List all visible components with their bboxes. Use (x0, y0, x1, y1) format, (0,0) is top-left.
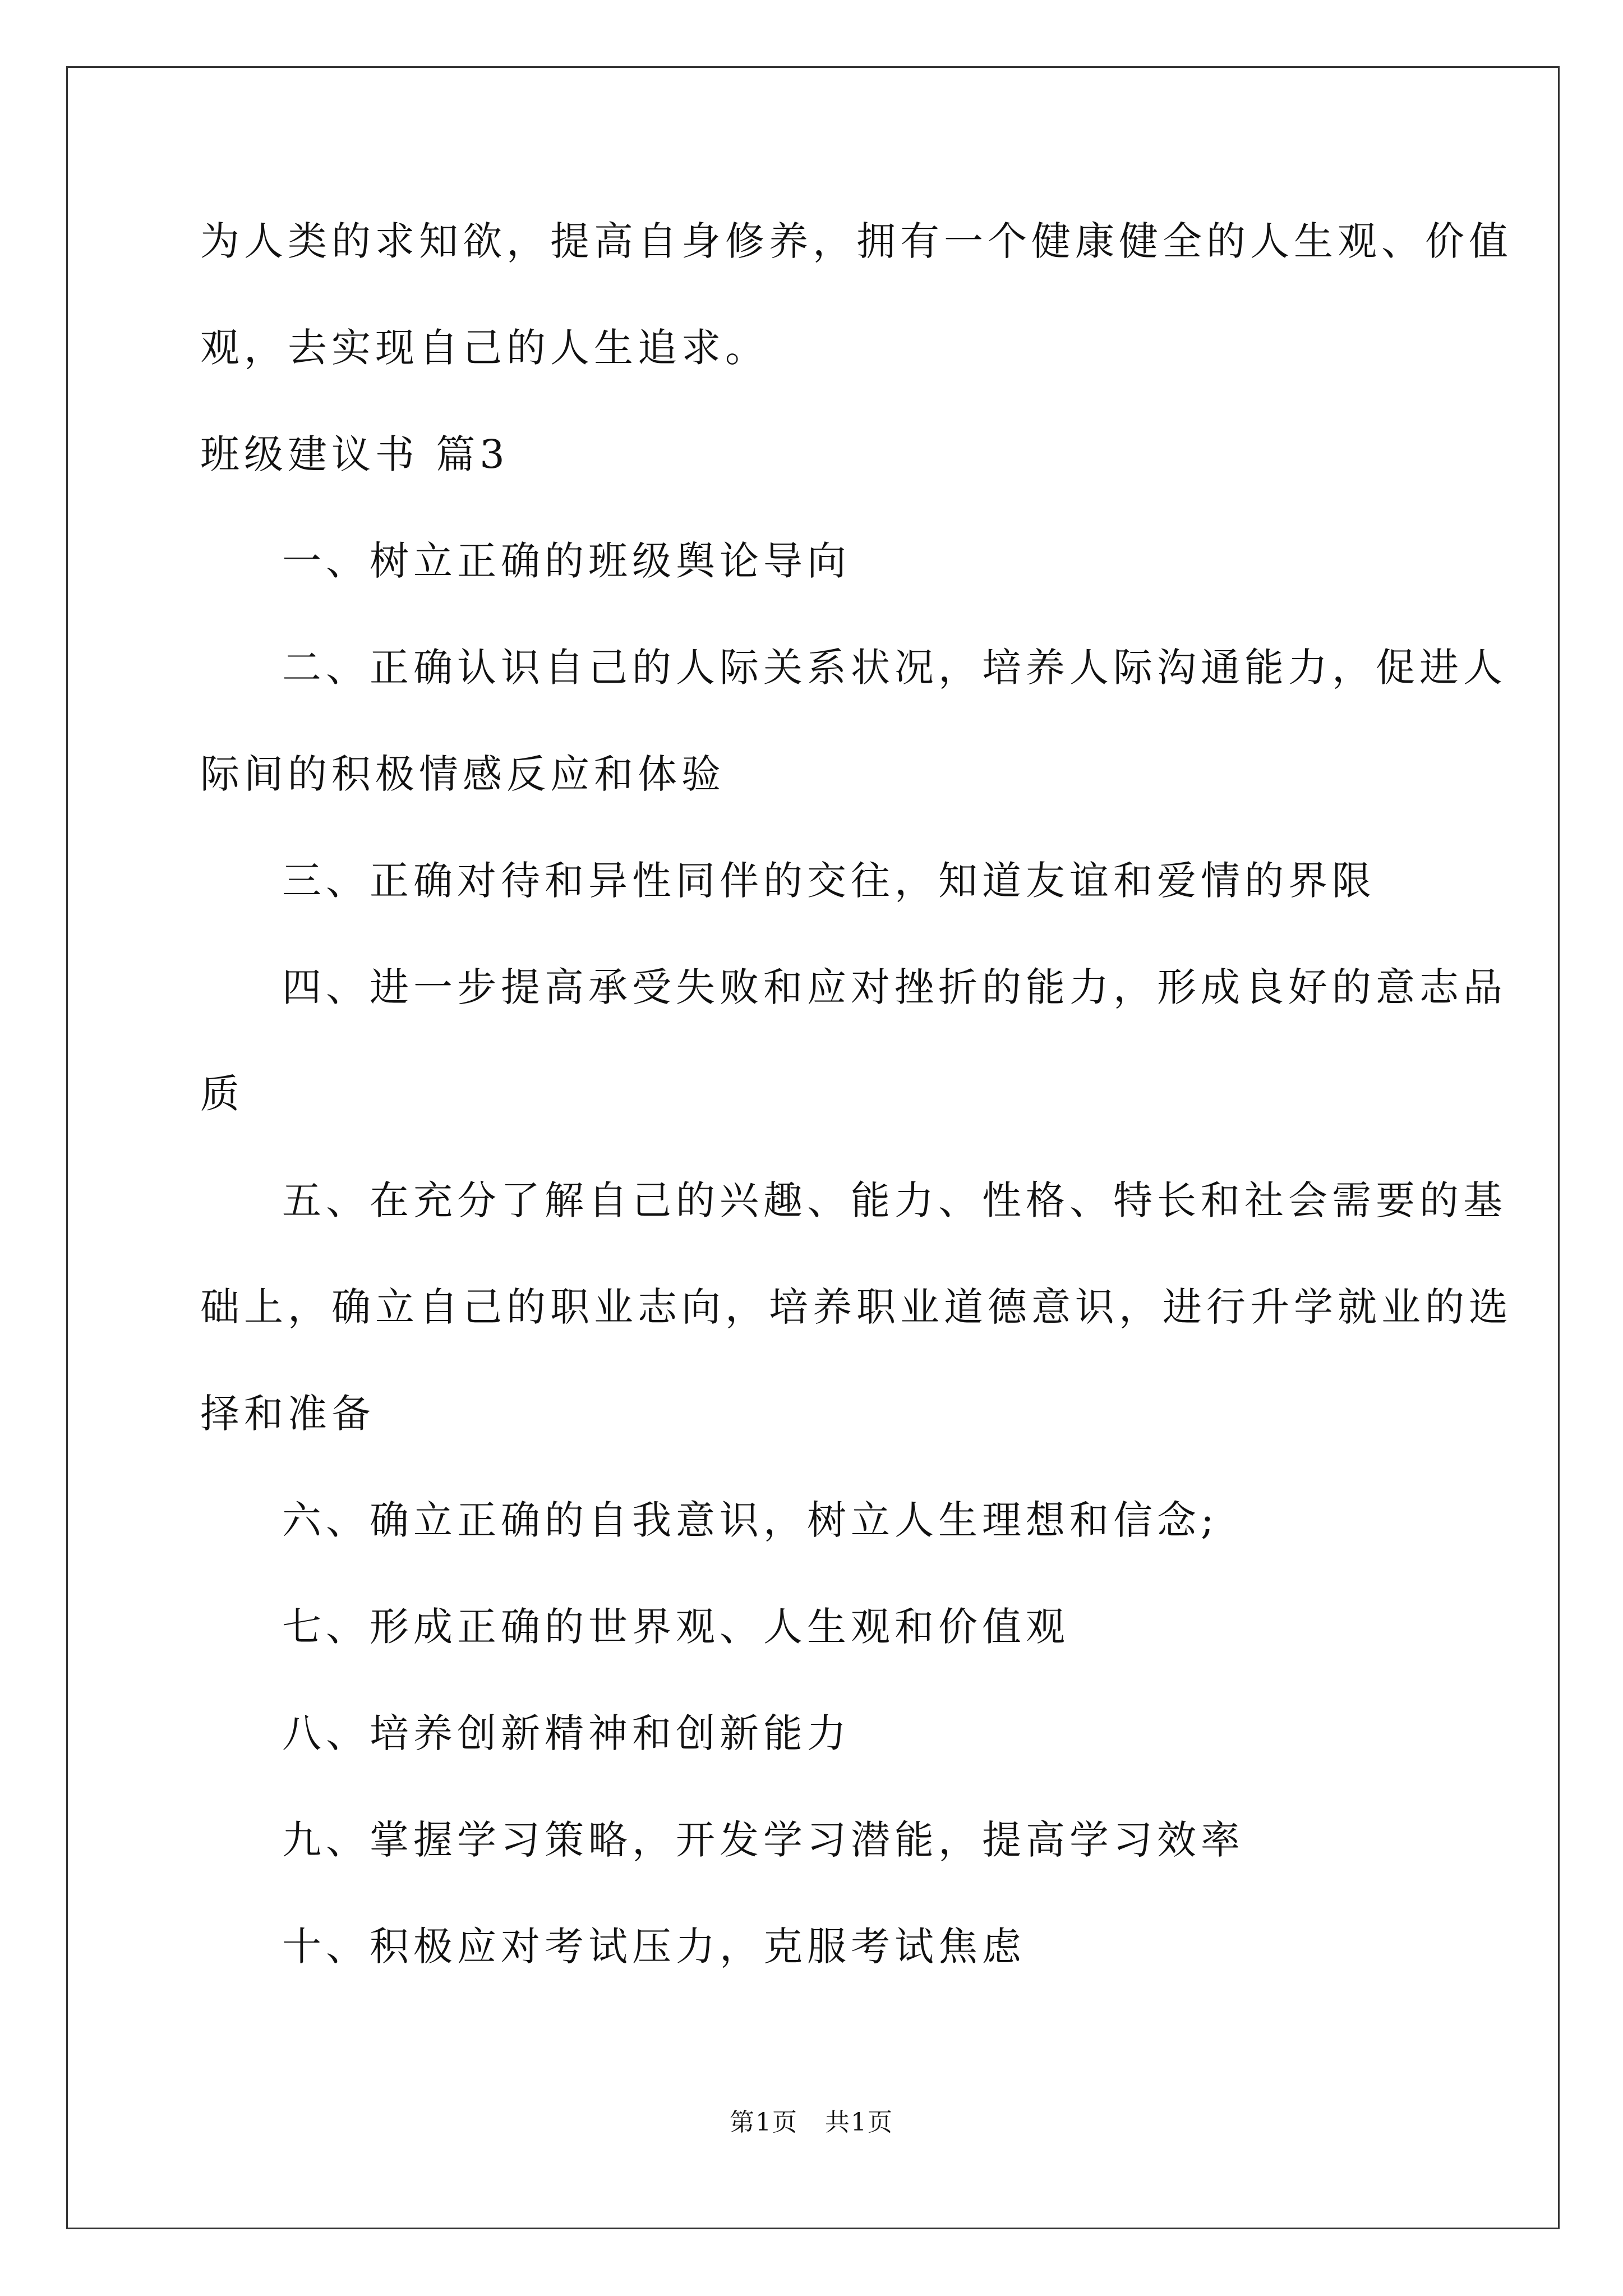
list-item-continuation: 择和准备 (200, 1391, 375, 1437)
list-item: 十、积极应对考试压力，克服考试焦虑 (282, 1924, 1026, 1970)
list-item-continuation: 质 (200, 1071, 244, 1117)
list-item-continuation: 础上，确立自己的职业志向，培养职业道德意识，进行升学就业的选 (200, 1284, 1513, 1330)
list-item: 四、进一步提高承受失败和应对挫折的能力，形成良好的意志品 (282, 964, 1507, 1010)
paragraph-line: 为人类的求知欲，提高自身修养，拥有一个健康健全的人生观、价值 (200, 218, 1513, 264)
section-heading: 班级建议书 篇3 (200, 431, 509, 477)
list-item: 八、培养创新精神和创新能力 (282, 1710, 851, 1756)
list-item: 一、树立正确的班级舆论导向 (282, 538, 851, 584)
list-item: 七、形成正确的世界观、人生观和价值观 (282, 1604, 1069, 1650)
page-number-footer: 第1页 共1页 (730, 2108, 893, 2137)
list-item: 九、掌握学习策略，开发学习潜能，提高学习效率 (282, 1817, 1244, 1863)
list-item: 六、确立正确的自我意识，树立人生理想和信念; (282, 1497, 1219, 1543)
list-item-continuation: 际间的积极情感反应和体验 (200, 751, 725, 797)
paragraph-line: 观，去实现自己的人生追求。 (200, 325, 769, 371)
page-border (66, 66, 1560, 2229)
list-item: 五、在充分了解自己的兴趣、能力、性格、特长和社会需要的基 (282, 1177, 1507, 1223)
list-item: 三、正确对待和异性同伴的交往，知道友谊和爱情的界限 (282, 858, 1376, 904)
list-item: 二、正确认识自己的人际关系状况，培养人际沟通能力，促进人 (282, 645, 1507, 691)
